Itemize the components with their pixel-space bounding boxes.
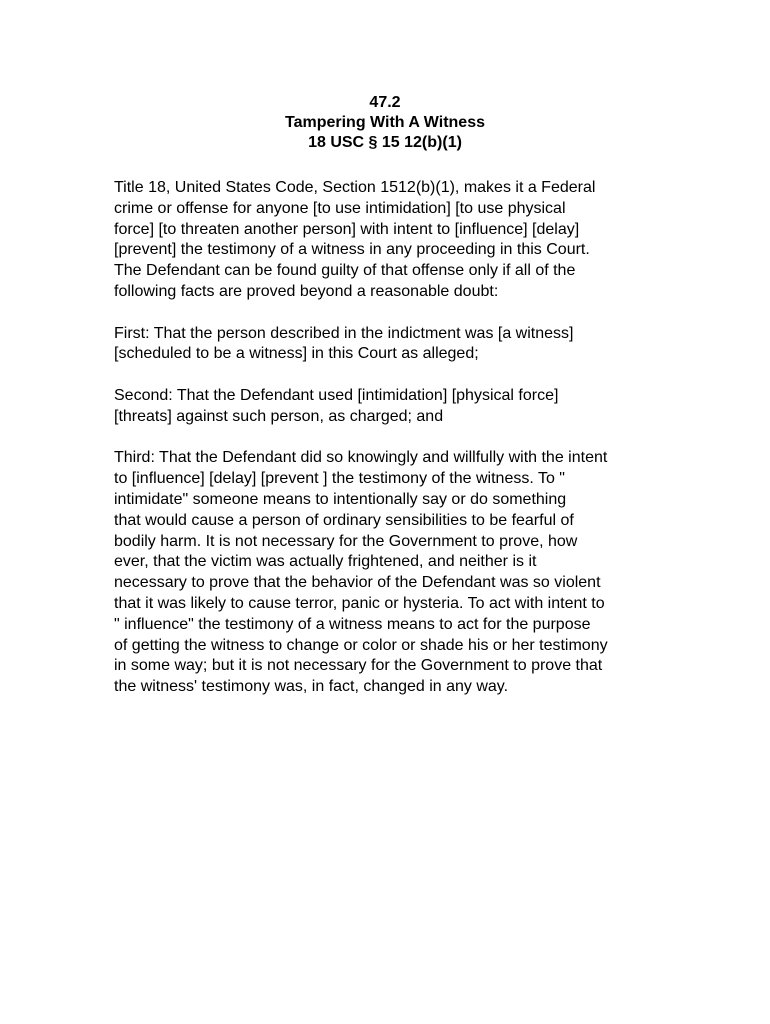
text-line: [threats] against such person, as charged; and — [114, 407, 444, 425]
text-line: in some way; but it is not necessary for the Government to prove that — [114, 657, 603, 675]
text-line: intimidate" someone means to intentionally say or do something — [114, 490, 567, 508]
document-body — [114, 178, 674, 719]
text-line: ever, that the victim was actually frightened, and neither is it — [114, 553, 537, 571]
text-line: Third: That the Defendant did so knowingly and willfully with the intent — [114, 449, 608, 467]
text-line: to [influence] [delay] [prevent ] the testimony of the witness. To " — [114, 470, 565, 488]
text-line: [prevent] the testimony of a witness in any proceeding in this Court. — [114, 241, 590, 259]
text-line: " influence" the testimony of a witness means to act for the purpose — [114, 615, 591, 633]
text-line: the witness' testimony was, in fact, changed in any way. — [114, 678, 509, 696]
first-element-paragraph — [114, 324, 674, 366]
text-line: The Defendant can be found guilty of that offense only if all of the — [114, 262, 576, 280]
third-element-paragraph — [114, 448, 674, 698]
statute-citation: 18 USC § 15 12(b)(1) — [308, 134, 462, 151]
document-heading — [0, 93, 770, 153]
text-line: Title 18, United States Code, Section 1512(b)(1), makes it a Federal — [114, 179, 596, 196]
text-line: of getting the witness to change or color or shade his or her testimony — [114, 636, 608, 654]
text-line: Second: That the Defendant used [intimidation] [physical force] — [114, 386, 559, 404]
text-line: following facts are proved beyond a reasonable doubt: — [114, 282, 499, 300]
intro-paragraph — [114, 178, 674, 303]
text-line: [scheduled to be a witness] in this Court as alleged; — [114, 345, 479, 363]
text-line: bodily harm. It is not necessary for the Government to prove, how — [114, 532, 578, 550]
text-line: necessary to prove that the behavior of the Defendant was so violent — [114, 574, 601, 592]
text-line: First: That the person described in the indictment was [a witness] — [114, 324, 574, 342]
text-line: force] [to threaten another person] with intent to [influence] [delay] — [114, 220, 580, 238]
section-number: 47.2 — [369, 94, 401, 111]
text-line: crime or offense for anyone [to use intimidation] [to use physical — [114, 199, 566, 217]
text-line: that would cause a person of ordinary sensibilities to be fearful of — [114, 511, 574, 529]
second-element-paragraph — [114, 386, 674, 428]
text-line: that it was likely to cause terror, panic or hysteria. To act with intent to — [114, 594, 605, 612]
section-title: Tampering With A Witness — [284, 114, 485, 131]
